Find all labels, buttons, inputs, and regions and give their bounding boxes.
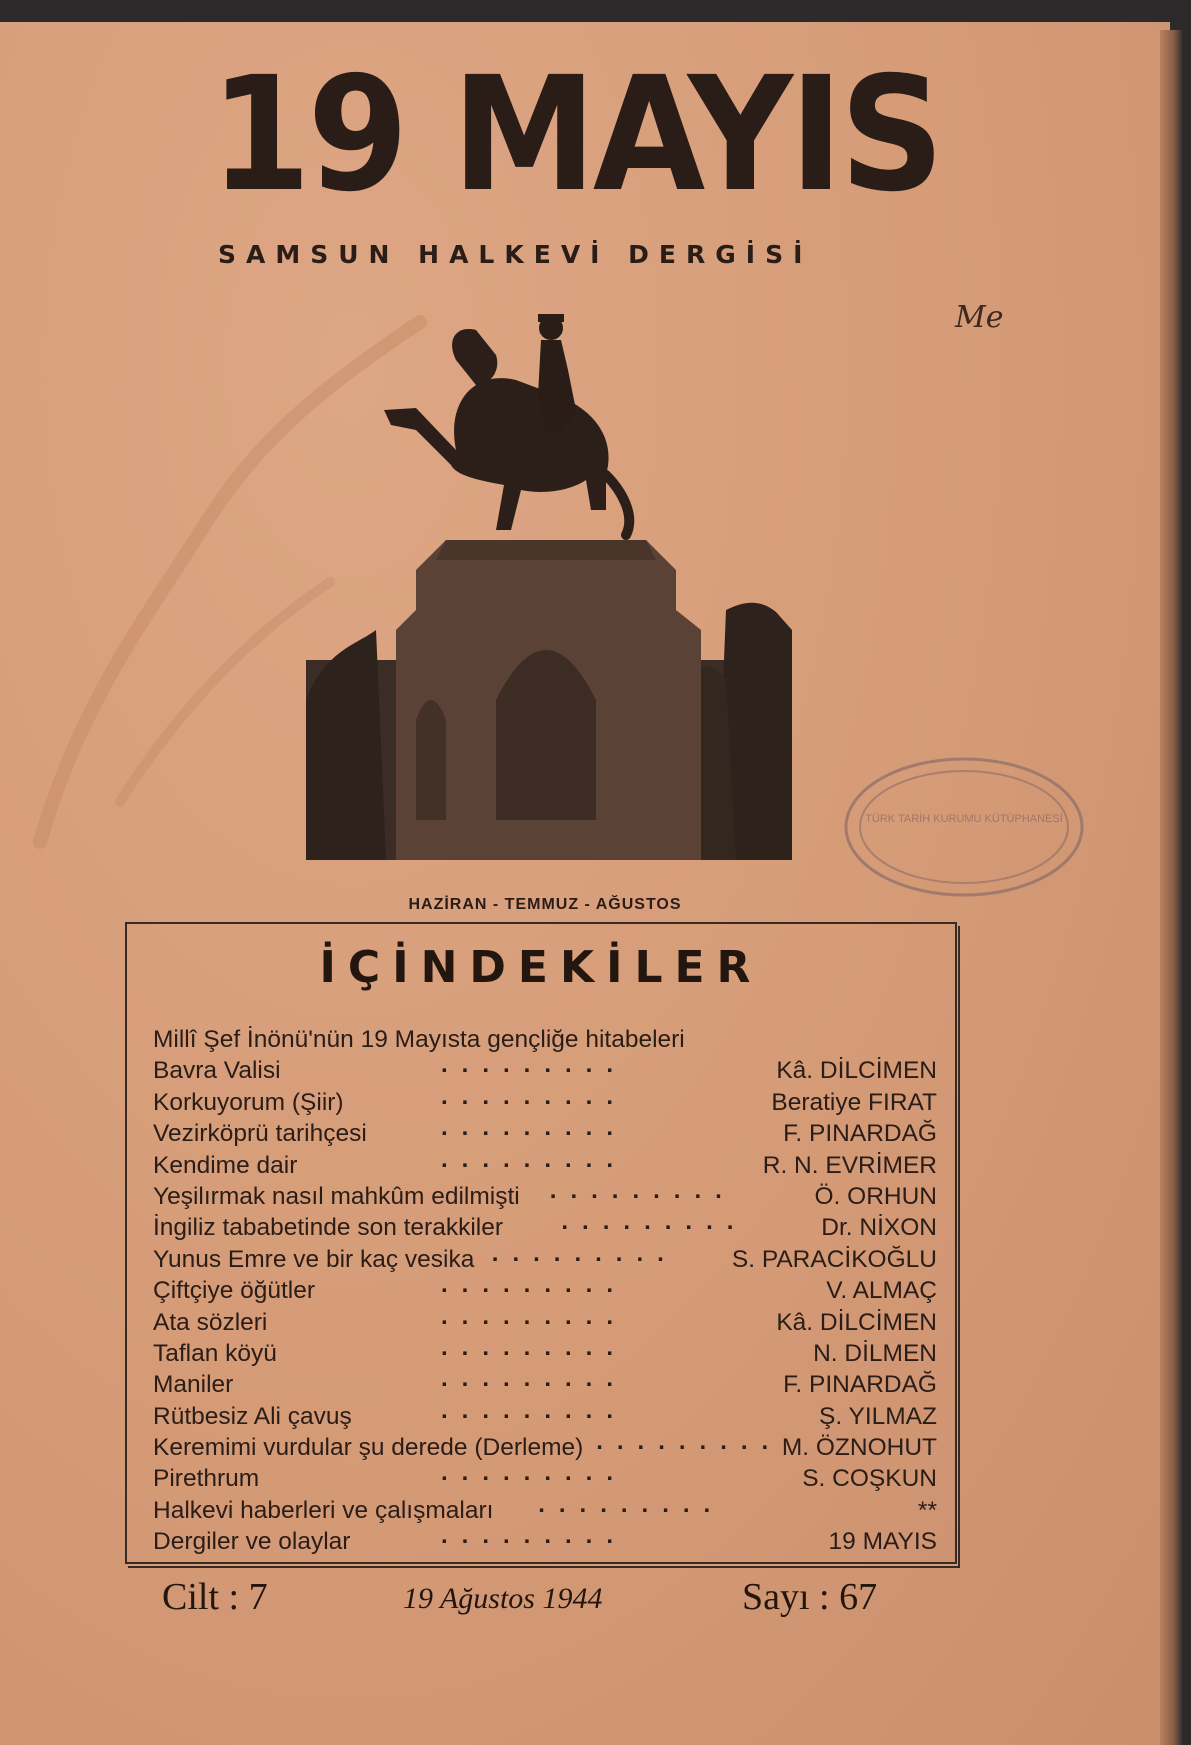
toc-leader-dots: ......... — [441, 1271, 628, 1299]
toc-leader-dots: ......... — [561, 1208, 748, 1236]
toc-entry-author: F. PINARDAĞ — [783, 1371, 937, 1399]
page-edge — [1160, 30, 1182, 1745]
handwritten-note: Me — [955, 300, 1004, 335]
toc-entry-title: İngiliz tababetinde son terakkiler — [153, 1214, 504, 1242]
toc-entry-author: S. COŞKUN — [802, 1465, 937, 1493]
library-stamp — [842, 752, 1087, 902]
masthead-title: 19 MAYIS — [210, 43, 941, 227]
toc-leader-dots: ......... — [538, 1490, 725, 1518]
toc-entry-author: Beratiye FIRAT — [771, 1088, 937, 1116]
toc-entry-title: Keremimi vurdular şu derede (Derleme) — [153, 1434, 584, 1462]
toc-entry-author: S. PARACİKOĞLU — [731, 1245, 937, 1273]
toc-leader-dots: ......... — [441, 1396, 628, 1424]
toc-leader-dots: ......... — [549, 1176, 736, 1204]
toc-entry-title: Çiftçiye öğütler — [153, 1277, 316, 1305]
masthead-subtitle: SAMSUN HALKEVİ DERGİSİ — [218, 240, 813, 269]
toc-entry-author: R. N. EVRİMER — [762, 1151, 937, 1179]
toc-entry-author: Kâ. DİLCİMEN — [776, 1057, 937, 1085]
toc-list — [153, 1024, 937, 1558]
toc-leader-dots: ......... — [441, 1302, 628, 1330]
issue-period: HAZİRAN - TEMMUZ - AĞUSTOS — [408, 896, 682, 913]
toc-entry — [153, 1176, 937, 1212]
toc-leader-dots: ......... — [441, 1145, 628, 1173]
toc-entry — [153, 1396, 937, 1432]
toc-heading: İÇİNDEKİLER — [319, 942, 763, 993]
toc-entry — [153, 1522, 937, 1557]
toc-entry-author: 19 MAYIS — [828, 1528, 937, 1556]
toc-entry-title: Halkevi haberleri ve çalışmaları — [153, 1496, 494, 1524]
toc-entry-title: Dergiler ve olaylar — [153, 1528, 351, 1556]
toc-entry-author: M. ÖZNOHUT — [781, 1434, 937, 1462]
toc-entry-author: Ö. ORHUN — [814, 1182, 937, 1210]
toc-leader-dots: ......... — [441, 1365, 628, 1393]
toc-entry — [153, 1145, 937, 1181]
toc-entry-author: Kâ. DİLCİMEN — [776, 1308, 937, 1336]
toc-entry-author: V. ALMAÇ — [826, 1277, 937, 1305]
toc-entry-title: Yeşilırmak nasıl mahkûm edilmişti — [153, 1182, 520, 1210]
toc-leader-dots: ......... — [491, 1239, 678, 1267]
toc-leader-dots: ......... — [441, 1114, 628, 1142]
toc-entry-author: Ş. YILMAZ — [818, 1402, 937, 1430]
toc-entry-title: Maniler — [153, 1371, 234, 1399]
toc-leader-dots: ......... — [441, 1082, 628, 1110]
toc-entry-title: Rütbesiz Ali çavuş — [153, 1402, 352, 1430]
toc-entry-title: Pirethrum — [153, 1465, 260, 1493]
toc-leader-dots: ......... — [441, 1459, 628, 1487]
issue-date: 19 Ağustos 1944 — [403, 1582, 603, 1615]
table-of-contents — [125, 922, 957, 1564]
toc-entry-author: N. DİLMEN — [813, 1339, 937, 1367]
toc-entry-author: Dr. NİXON — [821, 1214, 937, 1242]
toc-entry-title: Ata sözleri — [153, 1308, 268, 1336]
toc-leader-dots: ......... — [596, 1428, 783, 1456]
toc-leader-dots: ......... — [441, 1522, 628, 1550]
toc-entry-title: Korkuyorum (Şiir) — [153, 1088, 344, 1116]
statue-photo — [306, 300, 792, 860]
toc-leader-dots: ......... — [441, 1333, 628, 1361]
toc-entry-author: F. PINARDAĞ — [783, 1120, 937, 1148]
toc-entry-author: ** — [917, 1496, 937, 1524]
stamp-text: TÜRK TARİH KURUMU KÜTÜPHANESİ — [865, 813, 1063, 825]
toc-entry-title: Kendime dair — [153, 1151, 298, 1179]
toc-entry-title: Bavra Valisi — [153, 1057, 281, 1085]
toc-leader-dots: ......... — [441, 1051, 628, 1079]
toc-entry-title: Yunus Emre ve bir kaç vesika — [153, 1245, 475, 1273]
volume-number: Cilt : 7 — [162, 1576, 268, 1618]
issue-number: Sayı : 67 — [742, 1576, 878, 1618]
toc-entry-title: Vezirköprü tarihçesi — [153, 1120, 367, 1148]
toc-entry-title: Taflan köyü — [153, 1339, 277, 1367]
toc-entry-title: Millî Şef İnönü'nün 19 Mayısta gençliğe hitabeleri — [153, 1026, 685, 1053]
